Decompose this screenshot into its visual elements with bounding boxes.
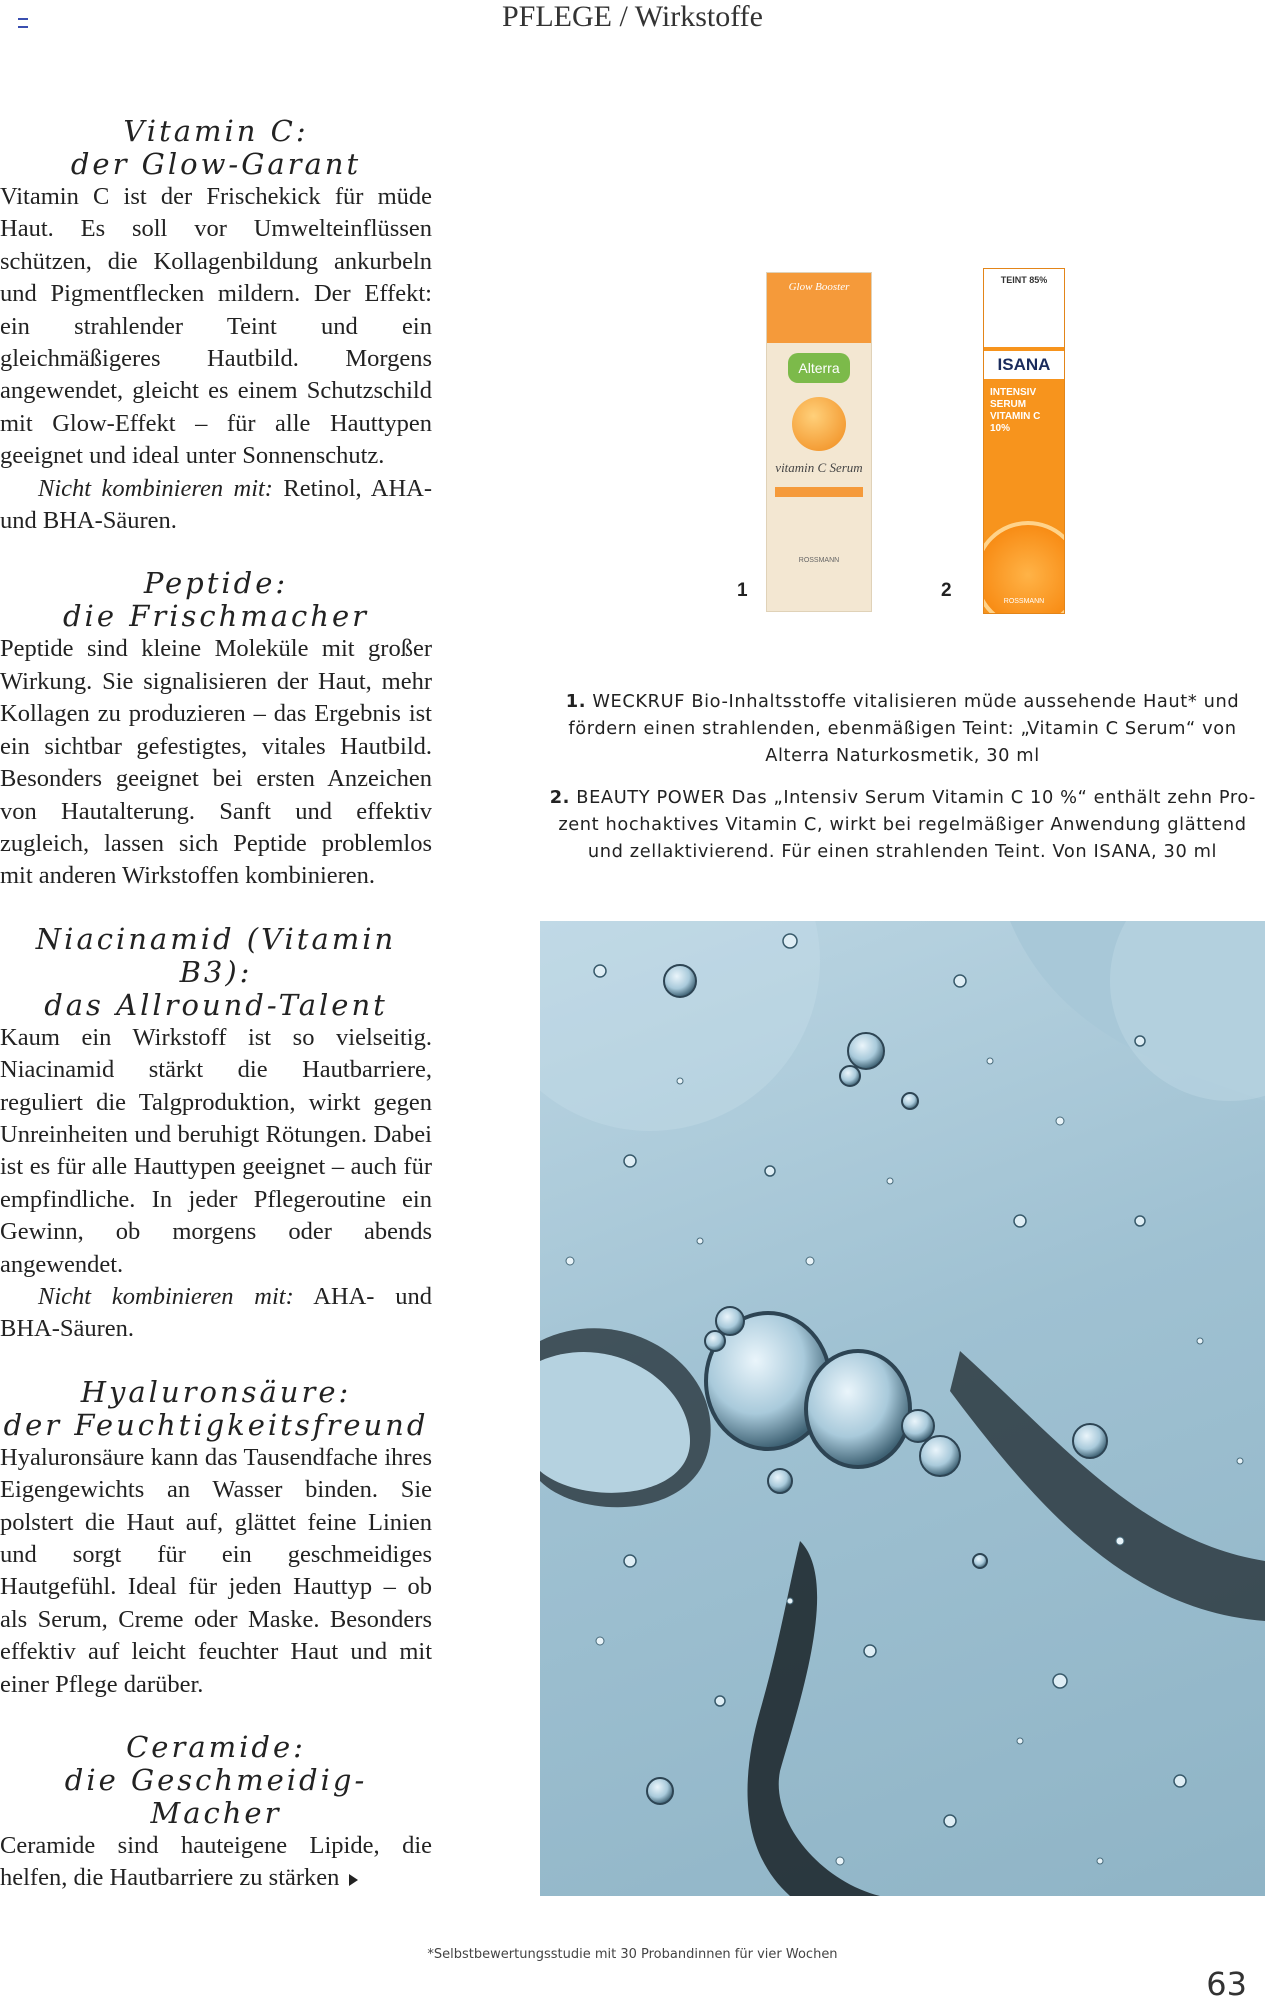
section-peptide	[0, 567, 432, 892]
section-title	[0, 1731, 432, 1830]
retailer-brand: ROSSMANN	[1003, 598, 1045, 605]
product-number-2: 2	[941, 580, 952, 601]
product-top-label: Glow Booster	[767, 273, 871, 343]
product-number-1: 1	[737, 580, 748, 601]
section-vitamin-c	[0, 115, 432, 537]
section-hyaluronsaeure	[0, 1376, 432, 1701]
title-line-2: die Geschmeidig-Macher	[64, 1763, 368, 1831]
title-line-2: der Feuchtigkeitsfreund	[3, 1407, 429, 1442]
section-niacinamid	[0, 923, 432, 1346]
retailer-brand: ROSSMANN	[798, 557, 840, 564]
title-line-2: das Allround-Talent	[44, 987, 388, 1022]
section-note	[0, 473, 432, 538]
product-image-alterra	[766, 272, 872, 612]
caption-text: Bio-Inhaltsstoffe vitalisieren müde aussehende Haut* und fördern einen strahlenden, ebenmäßigen Teint: „Vitamin C Serum“ von Alterra Naturkosmetik, 30 ml	[568, 691, 1240, 766]
caption-2	[540, 784, 1265, 865]
vitamin-c-graphic	[792, 397, 846, 451]
alterra-logo: Alterra	[788, 353, 850, 383]
caption-number: 1.	[565, 691, 587, 712]
product-image-isana	[983, 268, 1065, 614]
footnote: *Selbstbewertungsstudie mit 30 Probandinnen für vier Wochen	[427, 1947, 838, 1962]
product-name: vitamin C Serum	[775, 460, 863, 475]
caption-number: 2.	[549, 787, 571, 808]
caption-1	[540, 688, 1265, 769]
title-line-2: die Frischmacher	[62, 599, 369, 634]
note-label: Nicht kombinieren mit:	[38, 474, 273, 502]
caption-lead: WECKRUF	[592, 691, 686, 712]
section-body: Hyaluronsäure kann das Tausendfache ihres Eigengewichts an Wasser binden. Sie polstert die Haut auf, glättet feine Linien und sorgt für ein geschmeidiges Hautgefühl. Ideal für jeden Hauttyp – ob als Serum, Creme oder Maske. Besonders effektiv auf leicht feuchter Haut und mit einer Pflege darüber.	[0, 1443, 432, 1698]
title-line-1: Peptide:	[143, 566, 289, 601]
section-note	[0, 1281, 432, 1346]
serum-gel-photo	[540, 921, 1265, 1896]
section-body	[0, 1830, 432, 1895]
body-text: Ceramide sind hauteigene Lipide, die helfen, die Hautbarriere zu stärken	[0, 1832, 432, 1892]
title-line-1: Niacinamid (Vitamin B3):	[35, 921, 397, 989]
isana-logo: ISANA	[984, 351, 1064, 379]
section-ceramide	[0, 1731, 432, 1895]
section-body: Peptide sind kleine Moleküle mit großer Wirkung. Sie signalisieren der Haut, mehr Kollagen zu produzieren – das Ergebnis ist ein sichtbar gefestigtes, vitales Hautbild. Besonders geeignet bei ersten Anzeichen von Hautalterung. Sanft und effektiv zugleich, lassen sich Peptide problemlos mit anderen Wirkstoffen kombinieren.	[0, 635, 432, 890]
section-title	[0, 567, 432, 633]
note-label: Nicht kombinieren mit:	[38, 1282, 294, 1310]
continue-arrow-icon	[349, 1874, 358, 1886]
section-body: Kaum ein Wirkstoff ist so vielseitig. Niacinamid stärkt die Hautbarriere, reguliert die Talgproduktion, wirkt gegen Unreinheiten und beruhigt Rötungen. Dabei ist es für alle Hauttypen geeignet – auch für empfindliche. In jeder Pflegeroutine ein Gewinn, ob morgens oder abends angewendet.	[0, 1023, 432, 1278]
article-column	[0, 115, 432, 1925]
caption-lead: BEAUTY POWER	[576, 787, 726, 808]
section-header: PFLEGE / Wirkstoffe	[501, 0, 763, 33]
section-title	[0, 923, 432, 1022]
title-line-1: Hyaluronsäure:	[80, 1374, 352, 1409]
product-top-label: TEINT 85%	[984, 269, 1064, 347]
title-line-2: der Glow-Garant	[70, 147, 362, 181]
page-number: 63	[1206, 1965, 1247, 2003]
note-text: AHA- und BHA-Säuren.	[0, 1282, 432, 1343]
product-name: INTENSIV SERUM VITAMIN C 10%	[990, 387, 1041, 434]
title-line-1: Ceramide:	[126, 1730, 306, 1765]
section-title	[0, 1376, 432, 1442]
title-line-1: Vitamin C:	[123, 114, 309, 148]
product-captions	[540, 688, 1265, 880]
gel-bubbles-illustration	[540, 921, 1265, 1896]
section-body: Vitamin C ist der Frischekick für müde Haut. Es soll vor Umwelteinflüssen schützen, die Kollagenbildung ankurbeln und Pigmentflecken mildern. Der Effekt: ein strahlender Teint und ein gleichmäßigeres Hautbild. Morgens angewendet, gleicht es einem Schutzschild mit Glow-Effekt – für alle Hauttypen geeignet und ideal unter Sonnenschutz.	[0, 183, 432, 470]
product-strip	[775, 487, 863, 497]
caption-text: Das „Intensiv Serum Vitamin C 10 %“ enthält zehn Prozent hochaktives Vitamin C, wirkt bei regelmäßiger Anwendung glättend und zellaktivierend. Für einen strahlenden Teint. Von ISANA, 30 ml	[558, 787, 1256, 862]
section-title	[0, 115, 432, 181]
note-text: Retinol, AHA- und BHA-Säuren.	[0, 474, 432, 535]
